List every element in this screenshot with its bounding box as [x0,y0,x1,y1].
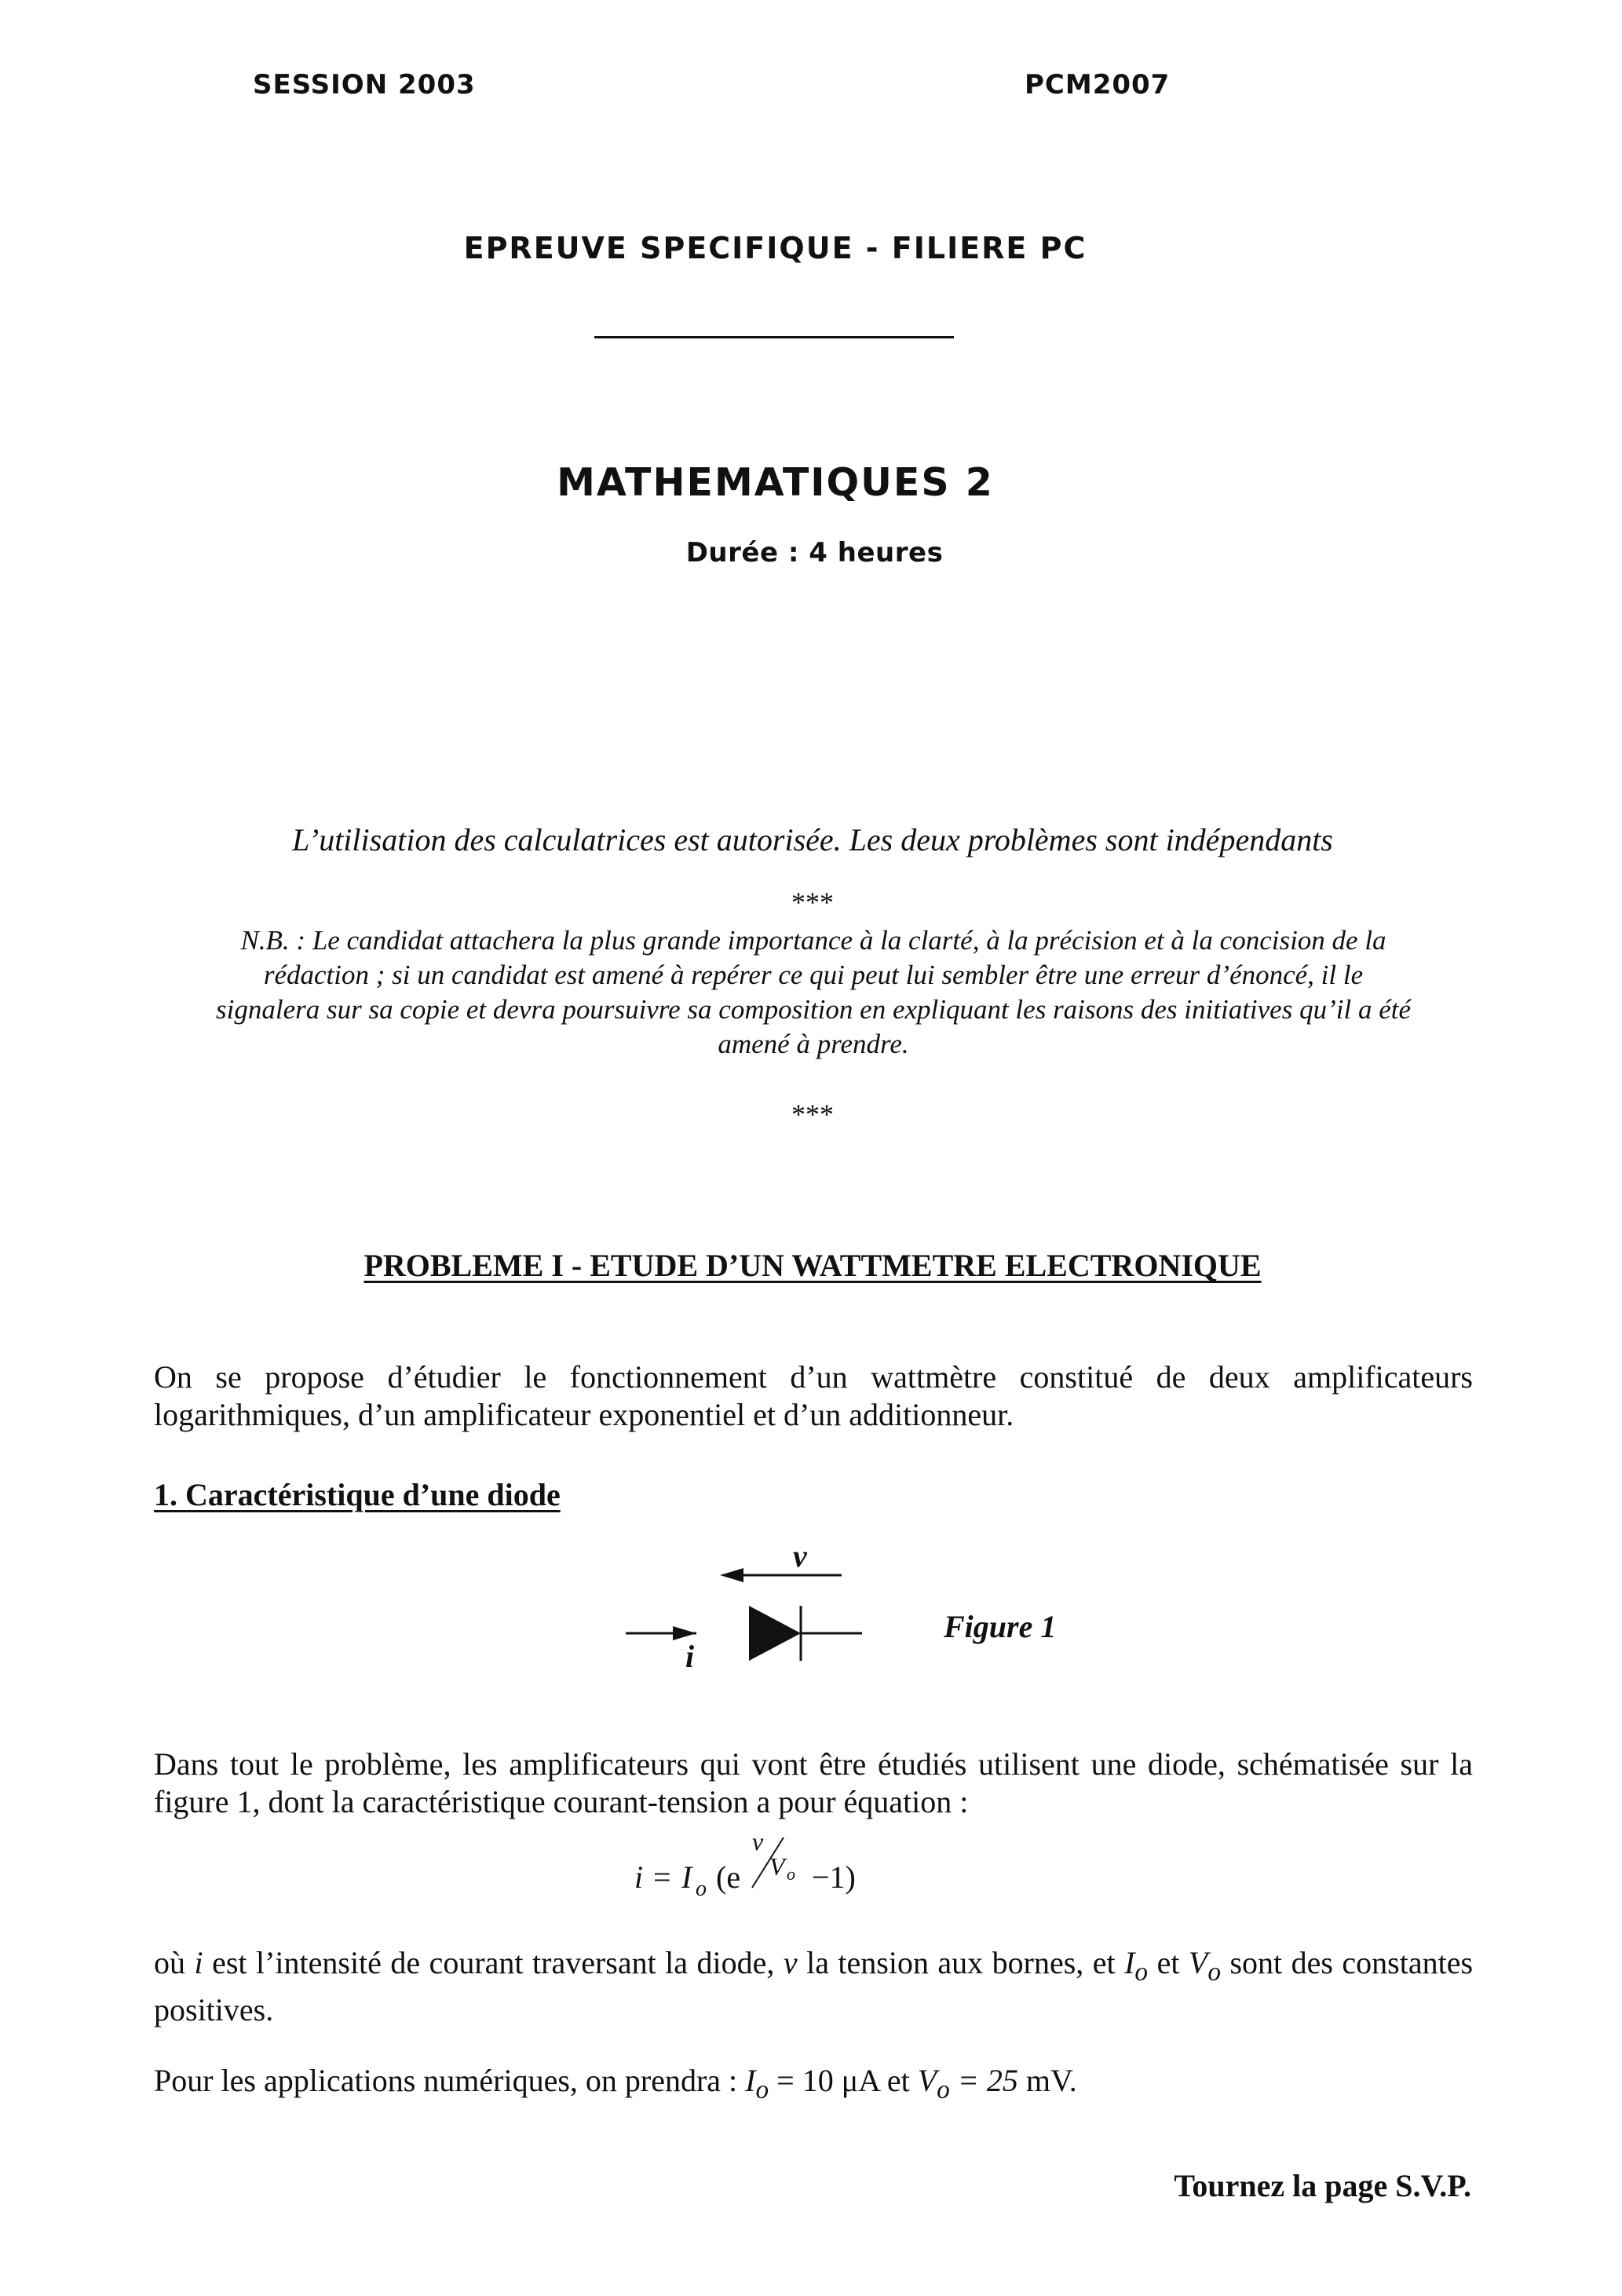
problem-intro: On se propose d’étudier le fonctionnement d’un wattmètre constitué de deux amplificateurs logarithmiques, d’un amplificateur exponentiel et d’un additionneur. [154,1359,1473,1432]
subscript: o [937,2075,950,2104]
var-Vo [917,2063,950,2104]
eq-exp-num: v [752,1827,764,1855]
figure-caption: Figure 1 [944,1609,1057,1644]
exam-code: PCM2007 [1025,69,1171,101]
eq-equals: = [653,1859,671,1895]
diode-triangle [749,1606,801,1661]
eq-exp-den: V [769,1852,785,1881]
subscript: o [755,2075,769,2104]
epreuve-title: EPREUVE SPECIFIQUE - FILIERE PC [463,231,1087,265]
text-span: Pour les applications numériques, on prendra : [154,2063,738,2098]
equation-explanation [154,1944,1473,2029]
calculator-notice: L’utilisation des calculatrices est autorisée. Les deux problèmes sont indépendants [292,822,1333,857]
nb-line: N.B. : Le candidat attachera la plus grande importance à la clarté, à la précision et à la concision de la [240,925,1386,956]
subscript: o [1134,1958,1149,1987]
value-25: = 25 [957,2063,1018,2098]
text-span: sont des constantes positives. [154,1945,1474,2027]
diode-symbol [626,1606,862,1661]
eq-I: I [681,1859,692,1895]
var-Vo [1188,1945,1222,1987]
text-span: la tension aux bornes, et [806,1945,1116,1980]
var-v: v [783,1945,798,1980]
current-label: i [685,1639,695,1669]
separator-stars: *** [791,1099,834,1130]
text-span: où [154,1945,185,1980]
voltage-arrow [720,1568,842,1582]
diode-description: Dans tout le problème, les amplificateurs qui vont être étudiés utilisent une diode, schématisée sur la figure 1, dont la caractéristique courant-tension a pour équation : [154,1746,1473,1819]
turn-page-note: Tournez la page S.V.P. [1174,2168,1471,2203]
nb-notice [154,923,1473,1062]
text-span: est l’intensité de courant traversant la diode, [212,1945,775,1980]
title-divider [594,336,954,338]
voltage-label: v [793,1551,807,1574]
var-Io [745,2063,769,2104]
var-V: V [1188,1945,1208,1980]
var-V: V [917,2063,937,2098]
numerical-values [154,2062,1473,2109]
section-title: 1. Caractéristique d’une diode [154,1477,561,1512]
eq-tail: −1) [812,1859,856,1895]
eq-exp-den-sub: o [787,1864,795,1884]
unit-mV: mV. [1025,2063,1077,2098]
nb-line: amené à prendre. [718,1029,909,1059]
separator-stars: *** [791,887,834,918]
problem-title: PROBLEME I - ETUDE D’UN WATTMETRE ELECTRONIQUE [363,1248,1262,1283]
diode-equation [620,1819,887,1905]
text-span: = 10 μA et [776,2063,910,2098]
nb-line: signalera sur sa copie et devra poursuivre sa composition en expliquant les raisons des initiatives qu’il a été [216,994,1411,1025]
diode-figure [620,1551,879,1669]
eq-i: i [634,1859,644,1895]
eq-I-sub: o [696,1877,707,1901]
var-i: i [194,1945,203,1980]
var-I: I [745,2063,756,2098]
var-Io [1124,1945,1149,1987]
text-span: et [1156,1945,1180,1980]
eq-open: (e [716,1859,741,1895]
subscript: o [1207,1958,1222,1987]
duration: Durée : 4 heures [685,537,944,569]
var-I: I [1124,1945,1135,1980]
session-header: SESSION 2003 [253,69,476,101]
page-title: MATHEMATIQUES 2 [557,460,994,505]
nb-line: rédaction ; si un candidat est amené à repérer ce qui peut lui sembler être une erreur d’énoncé, il le [263,960,1364,990]
